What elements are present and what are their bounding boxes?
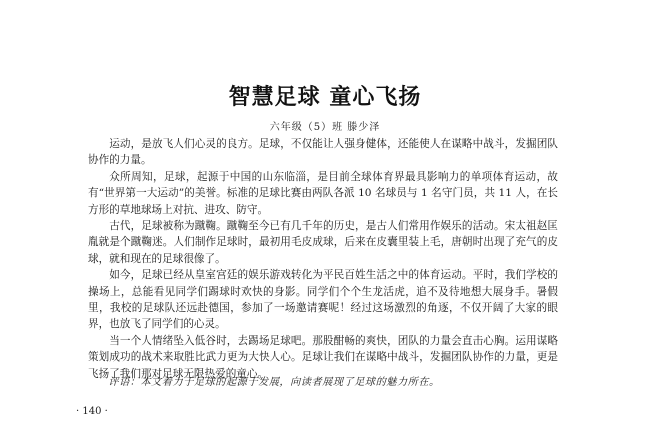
page-number: · 140 · bbox=[76, 406, 108, 417]
article-title: 智慧足球 童心飞扬 bbox=[228, 85, 422, 110]
paragraph-3: 古代，足球被称为蹴鞠。蹴鞠至今已有几千年的历史，是古人们常用作娱乐的活动。宋太祖赵匡胤就是个蹴鞠迷。人们制作足球时，最初用毛皮成球，后来在皮囊里装上毛，唐朝时出现了充气的皮球，就和现在的足球很像了。 bbox=[88, 220, 558, 265]
article-byline: 六年级（5）班 滕少泽 bbox=[269, 122, 381, 133]
paragraph-2: 众所周知，足球，起源于中国的山东临淄，是目前全球体育界最具影响力的单项体育运动，故有“世界第一大运动”的美誉。标准的足球比赛由两队各派 10 名球员与 1 名守门员，共 11 人，在长方形的草地球场上对抗、进攻、防守。 bbox=[88, 170, 558, 216]
article-body bbox=[88, 136, 558, 382]
paragraph-1: 运动，是放飞人们心灵的良方。足球，不仅能让人强身健体，还能使人在谋略中战斗，发掘团队协作的力量。 bbox=[88, 138, 558, 167]
paragraph-5: 当一个人情绪坠入低谷时，去踢场足球吧。那股酣畅的爽快，团队的力量会直击心胸。运用谋略策划成功的战术来取胜比武力更为大快人心。足球让我们在谋略中战斗，发掘团队协作的力量，更是飞扬了我们那对足球无限热爱的童心。 bbox=[88, 334, 558, 380]
paragraph-4: 如今，足球已经从皇室宫廷的娱乐游戏转化为平民百姓生活之中的体育运动。平时，我们学校的操场上，总能看见同学们踢球时欢快的身影。同学们个个生龙活虎，追不及待地想大展身手。暑假里，我校的足球队还远赴德国，参加了一场邀请赛呢！经过这场激烈的角逐，不仅开阔了大家的眼界，也放飞了同学们的心灵。 bbox=[88, 269, 558, 331]
teacher-comment: 评语：本文着力于足球的起源于发展，向读者展现了足球的魅力所在。 bbox=[108, 377, 440, 388]
